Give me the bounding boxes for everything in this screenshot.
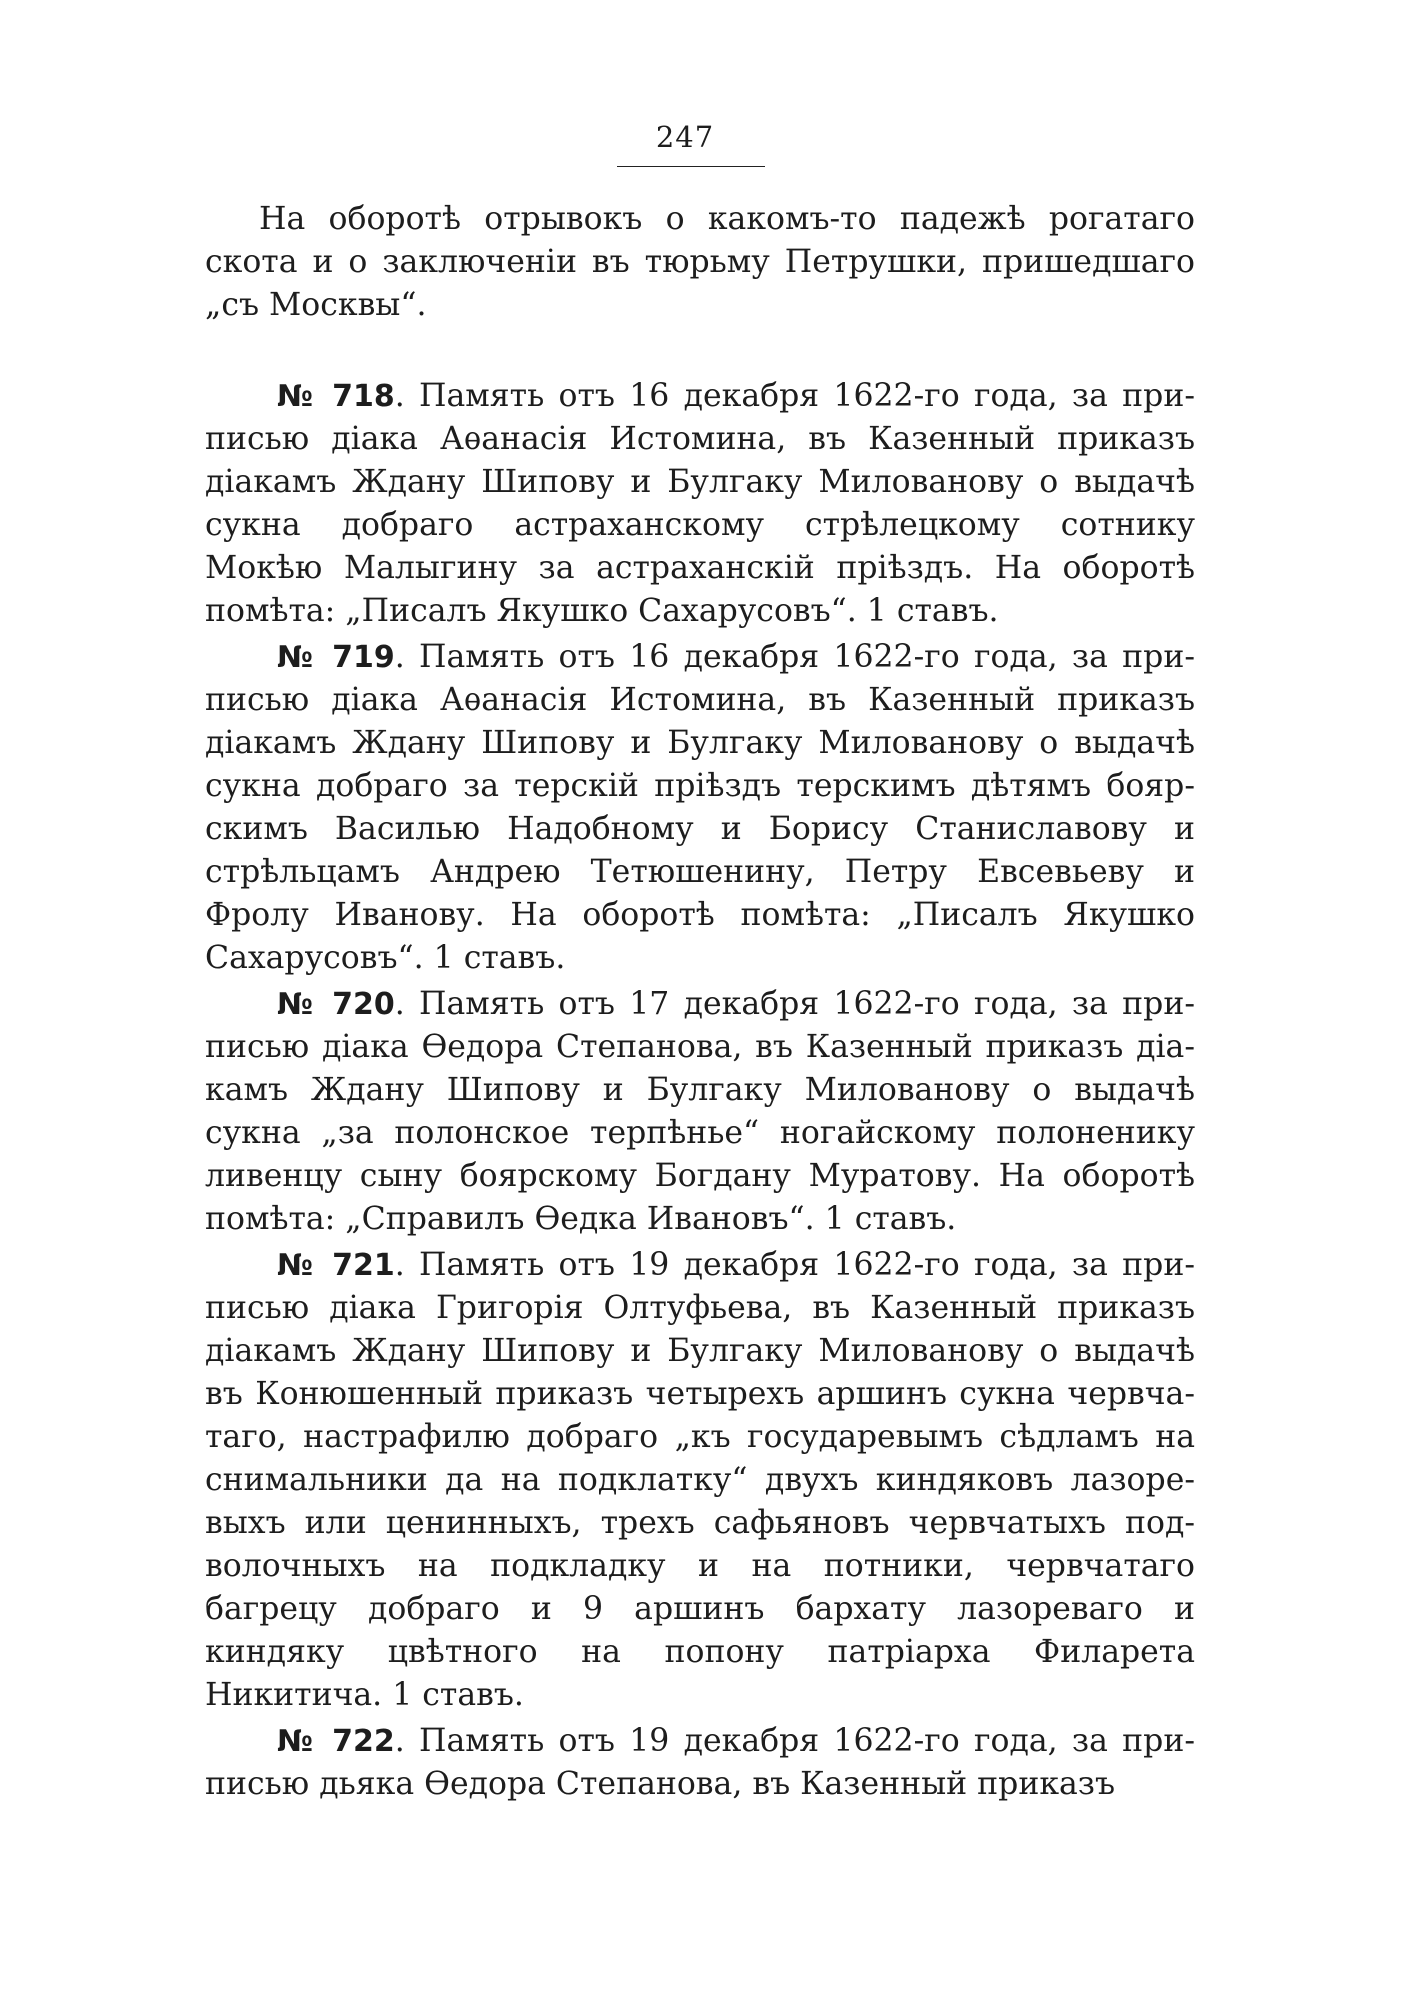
entry-number: № 722 xyxy=(277,1724,395,1759)
entry-number: № 721 xyxy=(277,1248,395,1283)
entry-number: № 719 xyxy=(277,640,395,675)
entry-number: № 720 xyxy=(277,987,395,1022)
entry-721 xyxy=(205,1244,1195,1717)
entry-text: . Память отъ 19 декабря 1622-го года, за приписью діака Григорія Олтуфьева, въ Казенный приказъ діакамъ Ждану Шипову и Булгаку Милованову о выдачѣ въ Конюшенный приказъ четырехъ аршинъ сукна червчатаго, настрафилю добраго „къ государевымъ сѣдламъ на снимальники да на подклатку“ двухъ киндяковъ лазоревыхъ или ценинныхъ, трехъ сафьяновъ червчатыхъ подволочныхъ на подкладку и на потники, червчатаго багрецу добраго и 9 аршинъ бархату лазореваго и киндяку цвѣтного на попону патріарха Филарета Никитича. 1 ставъ. xyxy=(205,1247,1195,1713)
entry-722 xyxy=(205,1720,1195,1806)
intro-paragraph: На оборотѣ отрывокъ о какомъ-то падежѣ рогатаго скота и о заключеніи въ тюрьму Петрушки, пришедшаго „съ Москвы“. xyxy=(205,201,1195,323)
entry-text: . Память отъ 17 декабря 1622-го года, за приписью діака Ѳедора Степанова, въ Казенный приказъ діакамъ Ждану Шипову и Булгаку Милованову о выдачѣ сукна „за полонское терпѣнье“ ногайскому полоненику ливенцу сыну боярскому Богдану Муратову. На оборотѣ помѣта: „Справилъ Ѳедка Ивановъ“. 1 ставъ. xyxy=(205,986,1195,1237)
entries-list xyxy=(205,375,1195,1809)
entry-720 xyxy=(205,983,1195,1241)
entry-719 xyxy=(205,636,1195,980)
entry-number: № 718 xyxy=(277,379,395,414)
page-number: 247 xyxy=(655,120,715,154)
entry-text: . Память отъ 19 декабря 1622-го года, за приписью дьяка Ѳедора Степанова, въ Казенный приказъ xyxy=(205,1723,1195,1802)
entry-718 xyxy=(205,375,1195,633)
header-rule xyxy=(617,166,765,167)
entry-text: . Память отъ 16 декабря 1622-го года, за приписью діака Аѳанасія Истомина, въ Казенный приказъ діакамъ Ждану Шипову и Булгаку Милованову о выдачѣ сукна добраго за терскій пріѣздъ терскимъ дѣтямъ боярскимъ Василью Надобному и Борису Станиславову и стрѣльцамъ Андрею Тетюшенину, Петру Евсевьеву и Фролу Иванову. На оборотѣ помѣта: „Писалъ Якушко Сахарусовъ“. 1 ставъ. xyxy=(205,639,1195,976)
entry-text: . Память отъ 16 декабря 1622-го года, за приписью діака Аѳанасія Истомина, въ Казенный приказъ діакамъ Ждану Шипову и Булгаку Милованову о выдачѣ сукна добраго астраханскому стрѣлецкому сотнику Мокѣю Малыгину за астраханскій пріѣздъ. На оборотѣ помѣта: „Писалъ Якушко Сахарусовъ“. 1 ставъ. xyxy=(205,378,1195,629)
